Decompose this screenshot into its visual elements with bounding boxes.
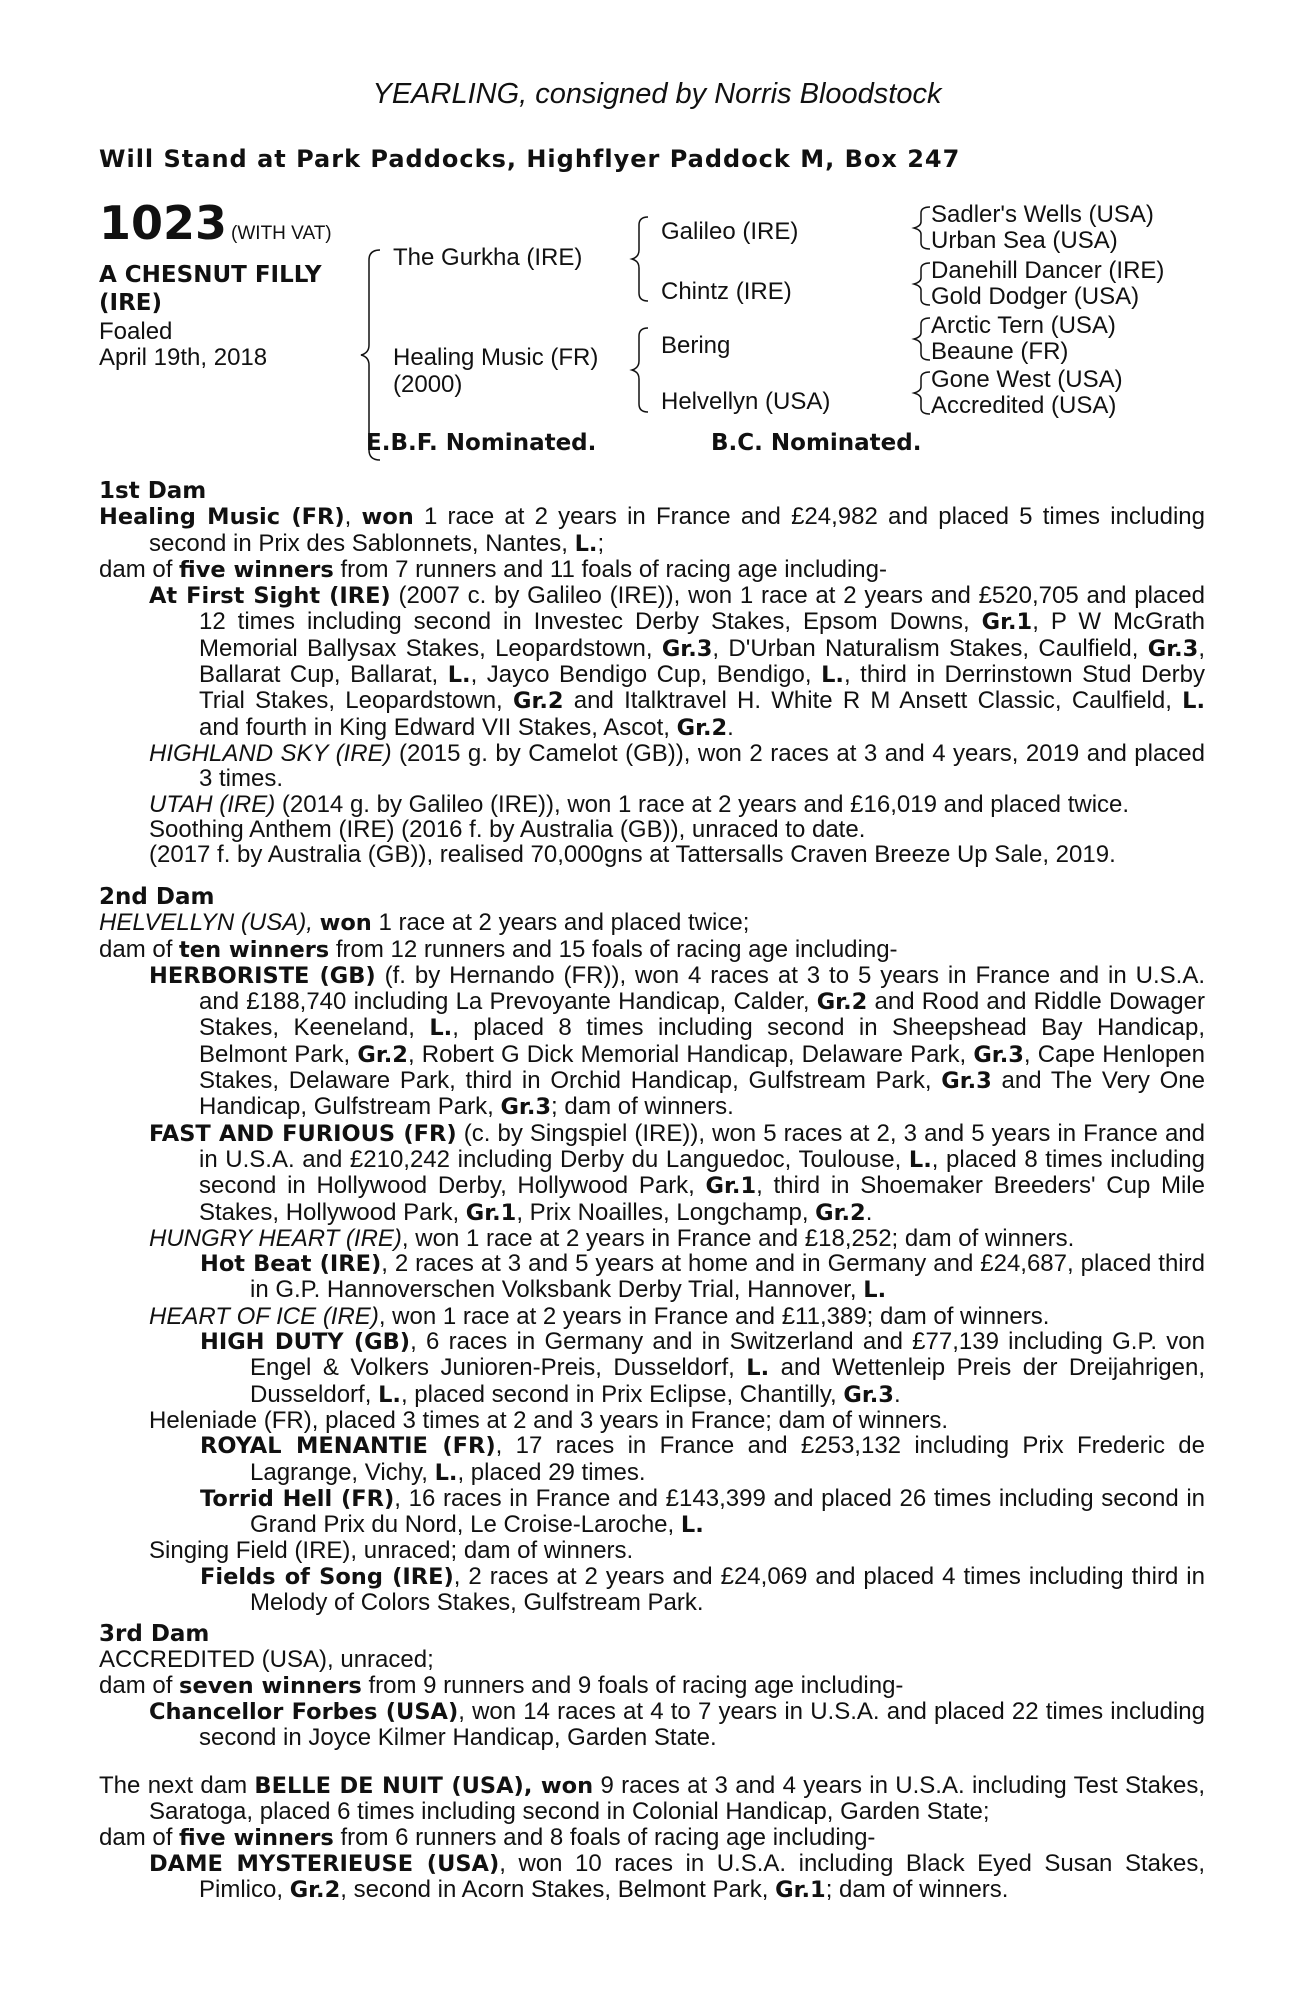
dam-dam: Helvellyn (USA) [661, 388, 831, 415]
third-dam-produce-summary: dam of seven winners from 9 runners and 9 foals of racing age including- [99, 1671, 904, 1699]
grand-ancestor-3: Danehill Dancer (IRE) [931, 257, 1165, 284]
grand-ancestor-8: Accredited (USA) [931, 392, 1117, 419]
grandproduce-high-duty: HIGH DUTY (GB), 6 races in Germany and in Switzerland and £77,139 including G.P. von Engel & Volkers Junioren-Preis, Dusseldorf, L. and Wettenleip Preis der Dreijahrigen, Dusseldorf, L., placed second in Prix Eclipse, Chantilly, Gr.3. [200, 1328, 1205, 1408]
second-dam-record: HELVELLYN (USA), won 1 race at 2 years and placed twice; [99, 909, 750, 937]
first-dam-produce-summary: dam of five winners from 7 runners and 11 foals of racing age including- [99, 555, 887, 583]
produce-soothing-anthem: Soothing Anthem (IRE) (2016 f. by Australia (GB)), unraced to date. [149, 815, 866, 843]
produce-fast-and-furious: FAST AND FURIOUS (FR) (c. by Singspiel (IRE)), won 5 races at 2, 3 and 5 years in France and in U.S.A. and £210,242 including Derby du Languedoc, Toulouse, L., placed 8 times including second in Hollywood Derby, Hollywood Park, Gr.1, third in Shoemaker Breeders' Cup Mile Stakes, Hollywood Park, Gr.1, Prix Noailles, Longchamp, Gr.2. [149, 1119, 1206, 1226]
produce-herboriste: HERBORISTE (GB) (f. by Hernando (FR)), won 4 races at 3 to 5 years in France and in U.S.A. and £188,740 including La Prevoyante Handicap, Calder, Gr.2 and Rood and Riddle Dowager Stakes, Keeneland, L., placed 8 times including second in Sheepshead Bay Handicap, Belmont Park, Gr.2, Robert G Dick Memorial Handicap, Delaware Park, Gr.3, Cape Henlopen Stakes, Delaware Park, third in Orchid Handicap, Gulfstream Park, Gr.3 and The Very One Handicap, Gulfstream Park, Gr.3; dam of winners. [149, 961, 1206, 1121]
grand-ancestor-4: Gold Dodger (USA) [931, 283, 1140, 310]
bc-nomination: B.C. Nominated. [711, 430, 922, 456]
stand-location: Will Stand at Park Paddocks, Highflyer Paddock M, Box 247 [99, 145, 961, 173]
produce-chancellor-forbes: Chancellor Forbes (USA), won 14 races at 4 to 7 years in U.S.A. and placed 22 times including second in Joyce Kilmer Handicap, Garden State. [149, 1697, 1206, 1752]
grandproduce-hot-beat: Hot Beat (IRE), 2 races at 3 and 5 years at home and in Germany and £24,687, placed third in G.P. Hannoverschen Volksbank Derby Trial, Hannover, L. [200, 1250, 1205, 1304]
grandproduce-royal-menantie: ROYAL MENANTIE (FR), 17 races in France and £253,132 including Prix Frederic de Lagrange, Vichy, L., placed 29 times. [200, 1432, 1205, 1486]
grand-ancestor-7: Gone West (USA) [931, 366, 1123, 393]
dam-sire: Bering [661, 332, 731, 359]
next-dam-produce-summary: dam of five winners from 6 runners and 8 foals of racing age including- [99, 1823, 876, 1851]
produce-heleniade: Heleniade (FR), placed 3 times at 2 and 3 years in France; dam of winners. [149, 1406, 949, 1434]
subject-line-2: (IRE) [99, 290, 163, 316]
produce-highland-sky: HIGHLAND SKY (IRE) (2015 g. by Camelot (GB)), won 2 races at 3 and 4 years, 2019 and placed 3 times. [149, 739, 1206, 793]
dam-name: Healing Music (FR) [393, 344, 599, 371]
sire: The Gurkha (IRE) [393, 244, 583, 271]
second-dam-heading: 2nd Dam [99, 884, 215, 910]
grand-ancestor-5: Arctic Tern (USA) [931, 312, 1116, 339]
consignment-line: YEARLING, consigned by Norris Bloodstock [372, 78, 942, 110]
first-dam-record: Healing Music (FR), won 1 race at 2 years in France and £24,982 and placed 5 times including second in Prix des Sablonnets, Nantes, L.; [99, 503, 1205, 557]
third-dam-section [99, 1622, 1205, 1750]
third-dam-record: ACCREDITED (USA), unraced; [99, 1646, 434, 1674]
grand-ancestor-2: Urban Sea (USA) [931, 227, 1118, 254]
foaled-label: Foaled [99, 318, 173, 345]
ebf-nomination: E.B.F. Nominated. [366, 430, 597, 456]
lot-number-line [99, 196, 332, 250]
grand-ancestor-1: Sadler's Wells (USA) [931, 201, 1154, 228]
grandproduce-fields-of-song: Fields of Song (IRE), 2 races at 2 years and £24,069 and placed 4 times including third in Melody of Colors Stakes, Gulfstream Park. [200, 1562, 1205, 1617]
foaled-info [99, 319, 267, 371]
produce-heart-of-ice: HEART OF ICE (IRE), won 1 race at 2 years in France and £11,389; dam of winners. [149, 1302, 1050, 1330]
sire-dam: Chintz (IRE) [661, 278, 792, 305]
vat-note: (WITH VAT) [231, 223, 332, 244]
third-dam-heading: 3rd Dam [99, 1621, 210, 1647]
subject-description [99, 261, 322, 317]
produce-at-first-sight: At First Sight (IRE) (2007 c. by Galileo (IRE)), won 1 race at 2 years and £520,705 and placed 12 times including second in Investec Derby Stakes, Epsom Downs, Gr.1, P W McGrath Memorial Ballysax Stakes, Leopardstown, Gr.3, D'Urban Naturalism Stakes, Caulfield, Gr.3, Ballarat Cup, Ballarat, L., Jayco Bendigo Cup, Bendigo, L., third in Derrinstown Stud Derby Trial Stakes, Leopardstown, Gr.2 and Italktravel H. White R M Ansett Classic, Caulfield, L. and fourth in King Edward VII Stakes, Ascot, Gr.2. [149, 582, 1206, 741]
next-dam-record: The next dam BELLE DE NUIT (USA), won 9 races at 3 and 4 years in U.S.A. including Test Stakes, Saratoga, placed 6 times including second in Colonial Handicap, Garden State; [99, 1772, 1205, 1826]
grandproduce-torrid-hell: Torrid Hell (FR), 16 races in France and £143,399 and placed 26 times including second in Grand Prix du Nord, Le Croise-Laroche, L. [200, 1484, 1206, 1539]
produce-2017-filly: (2017 f. by Australia (GB)), realised 70,000gns at Tattersalls Craven Breeze Up Sale, 2019. [149, 841, 1116, 869]
produce-utah: UTAH (IRE) (2014 g. by Galileo (IRE)), won 1 race at 2 years and £16,019 and placed twice. [149, 790, 1130, 818]
second-dam-produce-summary: dam of ten winners from 12 runners and 15 foals of racing age including- [99, 935, 898, 963]
next-dam-section [99, 1773, 1205, 1903]
produce-singing-field: Singing Field (IRE), unraced; dam of winners. [149, 1537, 634, 1565]
lot-number: 1023 [99, 196, 228, 250]
first-dam-heading: 1st Dam [99, 478, 207, 504]
pedigree-block [99, 195, 1219, 465]
sire-sire: Galileo (IRE) [661, 218, 799, 245]
dam-year: (2000) [393, 371, 463, 398]
first-dam-section [99, 479, 1205, 867]
foaled-date: April 19th, 2018 [99, 344, 268, 371]
subject-line-1: A CHESNUT FILLY [99, 262, 322, 288]
produce-hungry-heart: HUNGRY HEART (IRE), won 1 race at 2 years in France and £18,252; dam of winners. [149, 1224, 1075, 1252]
grand-ancestor-6: Beaune (FR) [931, 338, 1069, 365]
second-dam-section [99, 885, 1205, 1615]
produce-dame-mysterieuse: DAME MYSTERIEUSE (USA), won 10 races in U.S.A. including Black Eyed Susan Stakes, Pimlico, Gr.2, second in Acorn Stakes, Belmont Park, Gr.1; dam of winners. [149, 1849, 1205, 1904]
